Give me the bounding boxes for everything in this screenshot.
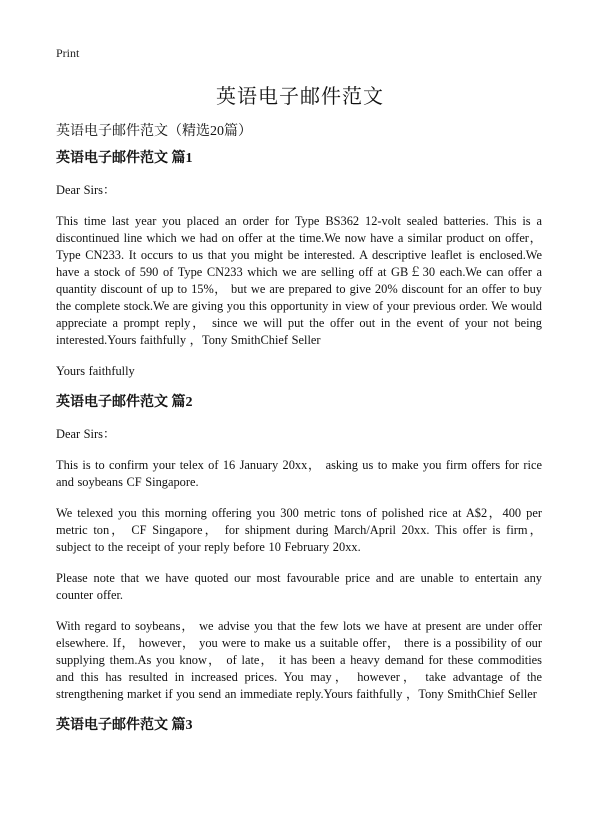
section-heading-3: 英语电子邮件范文 篇3 [56,718,193,733]
letter-paragraph: We telexed you this morning offering you 300 metric tons of polished rice at A$2，400 per metric ton， CF Singapore， for shipment during March/April 20xx. This offer is firm， subject to the receipt of your reply before 10 February 20xx. [56,506,542,554]
closing: Yours faithfully [56,364,135,378]
letter-paragraph: This is to confirm your telex of 16 January 20xx， asking us to make you firm offers for rice and soybeans CF Singapore. [56,458,542,489]
salutation: Dear Sirs： [56,427,116,441]
salutation: Dear Sirs： [56,183,116,197]
page-title: 英语电子邮件范文 [216,86,384,108]
document-subtitle: 英语电子邮件范文（精选20篇） [56,124,252,139]
letter-paragraph: Please note that we have quoted our most favourable price and are unable to entertain any counter offer. [56,571,542,602]
document-body [56,150,542,749]
letter-paragraph: This time last year you placed an order for Type BS362 12-volt sealed batteries. This is a discontinued line which we had on offer at the time.We now have a similar product on offer， Type CN233. It occurs to us that you might be interested. A descriptive leaflet is enclosed.We have a stock of 590 of Type CN233 which we are selling off at GB￡30 each.We can offer a quantity discount of up to 15%， but we are prepared to give 20% discount for an offer to buy the complete stock.We are giving you this opportunity in view of your previous order. We would appreciate a prompt reply， since we will put the offer out in the event of your not being interested.Yours faithfully ，Tony SmithChief Seller [56,214,543,347]
letter-paragraph: With regard to soybeans， we advise you that the few lots we have at present are under offer elsewhere. If， however， you were to make us a suitable offer， there is a possibility of our supplying them.As you know， of late， it has been a heavy demand for these commodities and this has resulted in increased prices. You may， however， take advantage of the strengthening market if you send an immediate reply.Yours faithfully ，Tony SmithChief Seller [56,619,542,701]
print-link[interactable]: Print [56,46,80,60]
section-heading-1: 英语电子邮件范文 篇1 [56,151,193,166]
section-heading-2: 英语电子邮件范文 篇2 [56,395,193,410]
